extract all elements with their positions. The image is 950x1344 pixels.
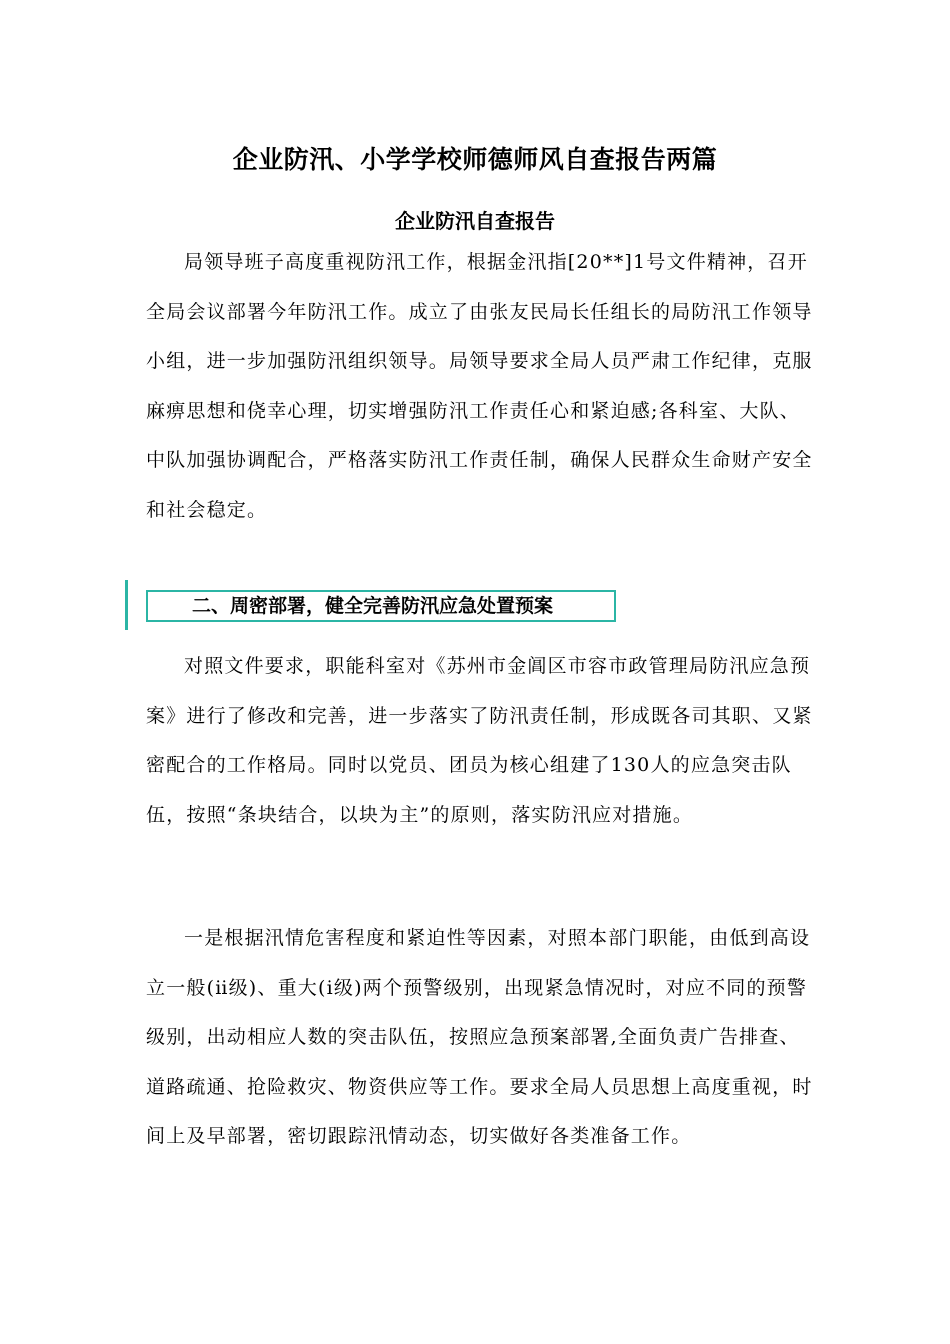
paragraph-warning-levels: 一是根据汛情危害程度和紧迫性等因素，对照本部门职能，由低到高设立一般(ⅱ级)、重大(ⅰ级)两个预警级别，出现紧急情况时，对应不同的预警级别，出动相应人数的突击队伍，按照应急预案部署,全面负责广告排查、道路疏通、抢险救灾、物资供应等工作。要求全局人员思想上高度重视，时间上及早部署，密切跟踪汛情动态，切实做好各类准备工作。: [146, 927, 813, 1147]
paragraph-leadership: 局领导班子高度重视防汛工作，根据金汛指[20**]1号文件精神，召开全局会议部署今年防汛工作。成立了由张友民局长任组长的局防汛工作领导小组，进一步加强防汛组织领导。局领导要求全局人员严肃工作纪律，克服麻痹思想和侥幸心理，切实增强防汛工作责任心和紧迫感;各科室、大队、中队加强协调配合，严格落实防汛工作责任制，确保人民群众生命财产安全和社会稳定。: [146, 251, 813, 521]
document-title: 企业防汛、小学学校师德师风自查报告两篇: [232, 145, 718, 174]
paragraph-emergency-plan: 对照文件要求，职能科室对《苏州市金阊区市容市政管理局防汛应急预案》进行了修改和完善，进一步落实了防汛责任制，形成既各司其职、又紧密配合的工作格局。同时以党员、团员为核心组建了130人的应急突击队伍，按照“条块结合，以块为主”的原则，落实防汛应对措施。: [146, 655, 813, 826]
document-subtitle: 企业防汛自查报告: [395, 209, 555, 233]
section-marker-bar: [125, 580, 128, 630]
section-heading: 二、周密部署，健全完善防汛应急处置预案: [192, 595, 554, 617]
